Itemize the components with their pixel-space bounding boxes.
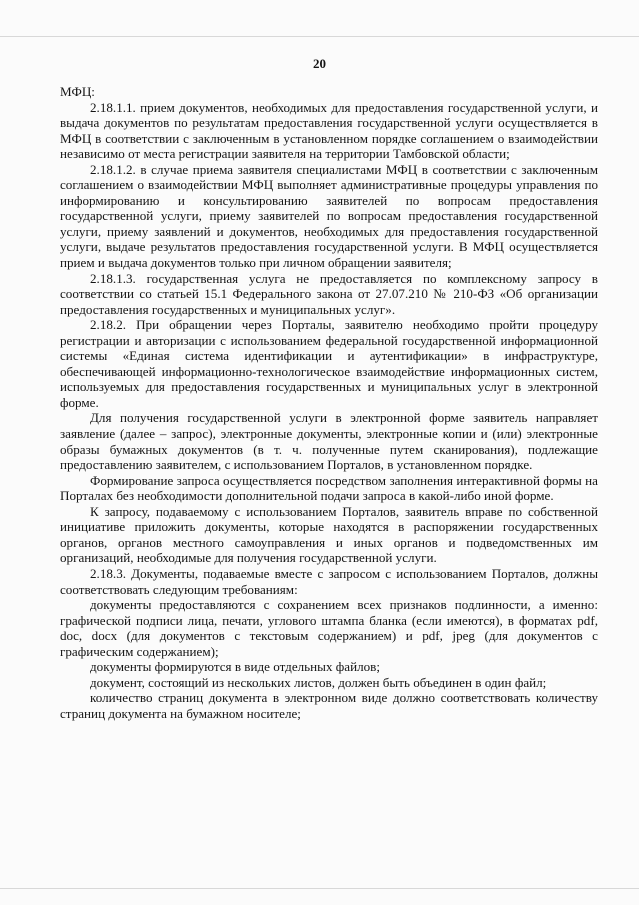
- scan-artifact-line: [0, 36, 639, 37]
- paragraph-2-18-3: 2.18.3. Документы, подаваемые вместе с запросом с использованием Порталов, должны соответствовать следующим требованиям:: [60, 565, 598, 597]
- document-body: [60, 84, 598, 721]
- paragraph-2-18-1-2: 2.18.1.2. в случае приема заявителя специалистами МФЦ в соответствии с заключенным соглашением о взаимодействии МФЦ выполняет административные процедуры управления по информированию и консультированию заявителей по вопросам предоставления государственной услуги, приему заявителей по вопросам предоставления государственной услуги, приему заявлений и документов, необходимых для предоставления государственной услуги, выдаче результатов предоставления государственной услуги. В МФЦ осуществляется прием и выдача документов только при личном обращении заявителя;: [60, 161, 598, 271]
- paragraph-requirement-page-count: количество страниц документа в электронном виде должно соответствовать количеству страниц документа на бумажном носителе;: [60, 690, 598, 721]
- paragraph-requirement-separate-files: документы формируются в виде отдельных файлов;: [90, 659, 380, 675]
- paragraph-request-formation: Формирование запроса осуществляется посредством заполнения интерактивной формы на Порталах без необходимости дополнительной подачи запроса в какой-либо иной форме.: [60, 472, 598, 504]
- scan-artifact-line: [0, 888, 639, 889]
- paragraph-requirement-single-file: документ, состоящий из нескольких листов, должен быть объединен в один файл;: [90, 674, 547, 690]
- page-number: 20: [313, 56, 326, 71]
- paragraph-2-18-1-1: 2.18.1.1. прием документов, необходимых для предоставления государственной услуги, и выдача документов по результатам предоставления государственной услуги осуществляется в МФЦ в соответствии с заключенным в установленном порядке соглашением о взаимодействии независимо от места регистрации заявителя на территории Тамбовской области;: [60, 99, 598, 162]
- paragraph-electronic-request: Для получения государственной услуги в электронной форме заявитель направляет заявление (далее – запрос), электронные документы, электронные копии и (или) электронные образы бумажных документов (в т. ч. полученные путем сканирования), подлежащие предоставлению заявителем, с использованием Порталов, в установленном порядке.: [60, 410, 598, 473]
- paragraph-requirement-authenticity: документы предоставляются с сохранением всех признаков подлинности, а именно: графической подписи лица, печати, углового штампа бланка (если имеются), в форматах pdf, doc, docx (для документов с текстовым содержанием) и pdf, jpeg (для документов с графическим содержанием);: [60, 597, 598, 659]
- paragraph-attachments: К запросу, подаваемому с использованием Порталов, заявитель вправе по собственной инициативе приложить документы, которые находятся в распоряжении государственных органов, органов местного самоуправления и иных органов и подведомственных им организаций, необходимые для получения государственной услуги.: [60, 503, 598, 566]
- paragraph-2-18-2: 2.18.2. При обращении через Порталы, заявителю необходимо пройти процедуру регистрации и авторизации с использованием федеральной государственной информационной системы «Единая система идентификации и аутентификации» в инфраструктуре, обеспечивающей информационно-технологическое взаимодействие информационных систем, используемых для предоставления государственных и муниципальных услуг в электронной форме.: [60, 317, 598, 410]
- paragraph-2-18-1-3: 2.18.1.3. государственная услуга не предоставляется по комплексному запросу в соответствии со статьей 15.1 Федерального закона от 27.07.210 № 210-ФЗ «Об организации предоставления государственных и муниципальных услуг».: [60, 270, 598, 317]
- paragraph-heading-mfc: МФЦ:: [60, 84, 95, 99]
